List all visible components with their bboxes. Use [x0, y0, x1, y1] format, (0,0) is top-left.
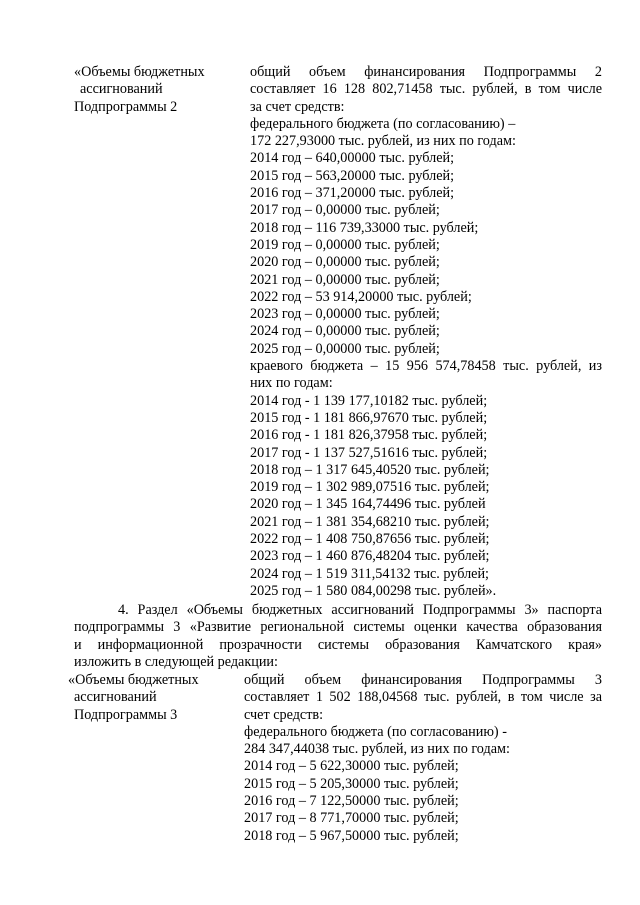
content-line: 2023 год – 0,00000 тыс. рублей;	[250, 306, 440, 323]
content-line: 2024 год – 1 519 311,54132 тыс. рублей;	[250, 565, 489, 582]
content-line: 2018 год – 1 317 645,40520 тыс. рублей;	[250, 461, 490, 478]
content-line: 2025 год – 0,00000 тыс. рублей;	[250, 340, 440, 357]
section2-label-line: «Объемы бюджетных	[74, 64, 205, 80]
paragraph-4	[74, 602, 602, 671]
content-line: 2020 год – 0,00000 тыс. рублей;	[250, 254, 440, 271]
content-line: 2022 год – 53 914,20000 тыс. рублей;	[250, 288, 472, 305]
section3-label	[68, 672, 228, 724]
content-line: составляет 16 128 802,71458 тыс. рублей, в том числе	[250, 81, 602, 98]
paragraph-line: подпрограммы 3 «Развитие региональной системы оценки качества образования	[74, 619, 602, 636]
content-line: 2017 год - 1 137 527,51616 тыс. рублей;	[250, 444, 488, 461]
paragraph-line: и информационной прозрачности системы образования Камчатского края»	[74, 636, 602, 653]
content-line: них по годам:	[250, 375, 333, 392]
content-line: 2020 год – 1 345 164,74496 тыс. рублей	[250, 496, 486, 513]
content-line: 2016 год – 371,20000 тыс. рублей;	[250, 185, 455, 202]
content-line: 2019 год – 1 302 989,07516 тыс. рублей;	[250, 479, 490, 496]
content-line: федерального бюджета (по согласованию) –	[250, 115, 516, 132]
section3-label-line: ассигнований	[74, 689, 157, 706]
section3-content	[244, 672, 602, 845]
content-line: 2023 год – 1 460 876,48204 тыс. рублей;	[250, 548, 490, 565]
content-line: 2022 год – 1 408 750,87656 тыс. рублей;	[250, 531, 490, 548]
content-line: 2018 год – 116 739,33000 тыс. рублей;	[250, 219, 479, 236]
content-line: 2014 год - 1 139 177,10182 тыс. рублей;	[250, 392, 488, 409]
content-line: 2017 год – 8 771,70000 тыс. рублей;	[244, 810, 459, 827]
section2-label-line: ассигнований	[80, 81, 163, 98]
content-line: общий объем финансирования Подпрограммы 3	[244, 672, 602, 688]
content-line: 2016 год - 1 181 826,37958 тыс. рублей;	[250, 427, 488, 444]
section2-label	[74, 64, 234, 116]
content-line: 2016 год – 7 122,50000 тыс. рублей;	[244, 793, 459, 810]
section3-label-line: «Объемы бюджетных	[68, 672, 199, 688]
content-line: счет средств:	[244, 706, 324, 723]
content-line: 2017 год – 0,00000 тыс. рублей;	[250, 202, 440, 219]
content-line: краевого бюджета – 15 956 574,78458 тыс. рублей, из	[250, 358, 602, 375]
content-line: 172 227,93000 тыс. рублей, из них по годам:	[250, 133, 516, 150]
content-line: 2021 год – 0,00000 тыс. рублей;	[250, 271, 440, 288]
content-line: 2014 год – 5 622,30000 тыс. рублей;	[244, 758, 459, 775]
content-line: 2025 год – 1 580 084,00298 тыс. рублей».	[250, 582, 497, 599]
section2-content	[250, 64, 602, 600]
content-line: 2024 год – 0,00000 тыс. рублей;	[250, 323, 440, 340]
content-line: 284 347,44038 тыс. рублей, из них по годам:	[244, 741, 510, 758]
content-line: составляет 1 502 188,04568 тыс. рублей, в том числе за	[244, 689, 602, 706]
content-line: за счет средств:	[250, 98, 345, 115]
content-line: федерального бюджета (по согласованию) -	[244, 723, 507, 740]
paragraph-line: 4. Раздел «Объемы бюджетных ассигнований Подпрограммы 3» паспорта	[118, 602, 602, 618]
section3-label-line: Подпрограммы 3	[74, 706, 178, 723]
content-line: 2019 год – 0,00000 тыс. рублей;	[250, 236, 440, 253]
content-line: общий объем финансирования Подпрограммы 2	[250, 64, 602, 80]
content-line: 2015 год – 563,20000 тыс. рублей;	[250, 167, 455, 184]
paragraph-line: изложить в следующей редакции:	[74, 653, 278, 670]
section2-label-line: Подпрограммы 2	[74, 98, 178, 115]
content-line: 2014 год – 640,00000 тыс. рублей;	[250, 150, 455, 167]
content-line: 2021 год – 1 381 354,68210 тыс. рублей;	[250, 513, 490, 530]
content-line: 2018 год – 5 967,50000 тыс. рублей;	[244, 827, 459, 844]
content-line: 2015 год - 1 181 866,97670 тыс. рублей;	[250, 409, 488, 426]
content-line: 2015 год – 5 205,30000 тыс. рублей;	[244, 775, 459, 792]
